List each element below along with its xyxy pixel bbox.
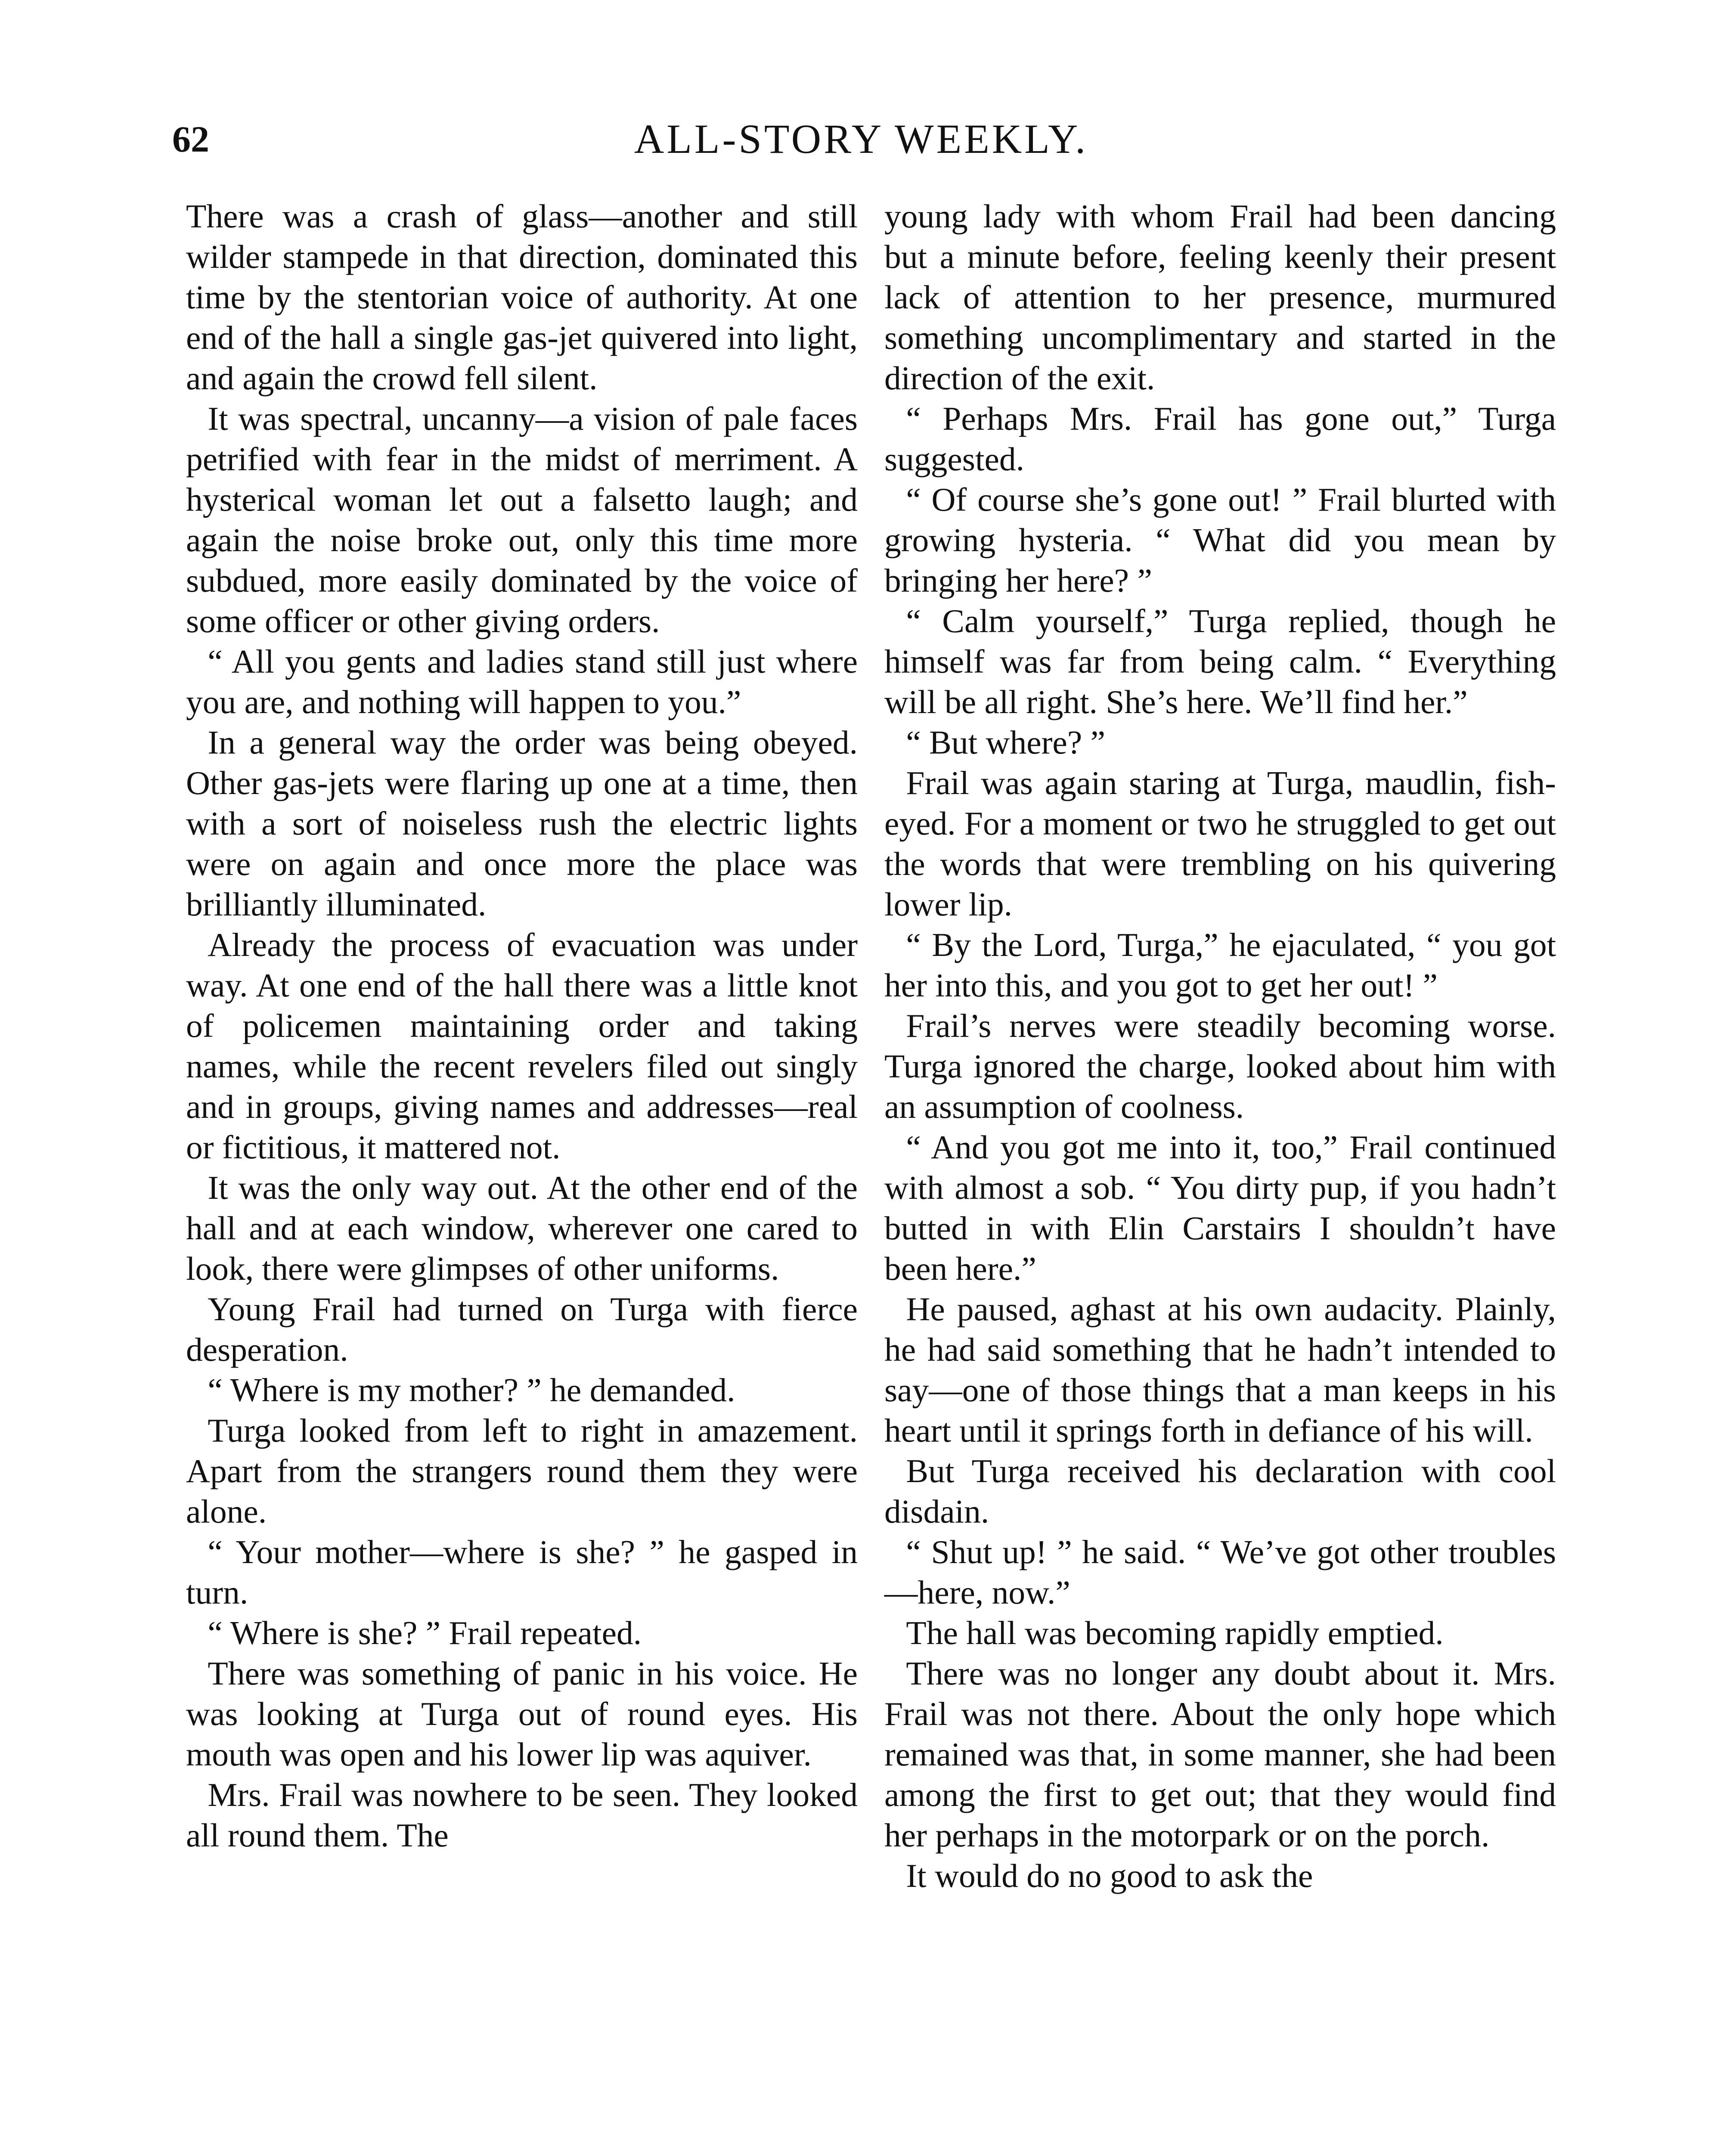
paragraph: “ Perhaps Mrs. Frail has gone out,” Turga suggested.	[884, 400, 1556, 478]
paragraph: “ Where is my mother? ” he demanded.	[208, 1371, 735, 1408]
paragraph: “ Calm yourself,” Turga replied, though he himself was far from being calm. “ Everything will be all right. She’s here. We’ll find her.”	[884, 602, 1556, 720]
paragraph: young lady with whom Frail had been dancing but a minute before, feeling keenly their present lack of attention to her presence, murmured something uncomplimentary and started in the direction of the exit.	[884, 198, 1556, 397]
paragraph: But Turga received his declaration with cool disdain.	[884, 1452, 1556, 1530]
paragraph: It was the only way out. At the other end of the hall and at each window, wherever one cared to look, there were glimpses of other uniforms.	[186, 1169, 858, 1287]
paragraph: “ All you gents and ladies stand still just where you are, and nothing will happen to you.”	[186, 643, 858, 720]
paragraph: There was a crash of glass—another and still wilder stampede in that direction, dominated this time by the stentorian voice of authority. At one end of the hall a single gas-jet quivered into light, and again the crowd fell silent.	[186, 198, 858, 397]
paragraph: Mrs. Frail was nowhere to be seen. They looked all round them. The	[186, 1776, 858, 1854]
paragraph: Frail’s nerves were steadily becoming worse. Turga ignored the charge, looked about him with an assumption of coolness.	[884, 1007, 1556, 1125]
running-head: ALL-STORY WEEKLY.	[634, 116, 1088, 162]
paragraph: Turga looked from left to right in amazement. Apart from the strangers round them they were alone.	[186, 1412, 858, 1530]
left-column	[186, 196, 858, 1855]
right-column	[884, 196, 1556, 1896]
page-header	[172, 115, 1550, 171]
paragraph: “ Of course she’s gone out! ” Frail blurted with growing hysteria. “ What did you mean by bringing her here? ”	[884, 481, 1556, 599]
paragraph: There was no longer any doubt about it. Mrs. Frail was not there. About the only hope which remained was that, in some manner, she had been among the first to get out; that they would find her perhaps in the motorpark or on the porch.	[884, 1655, 1556, 1854]
paragraph: “ Shut up! ” he said. “ We’ve got other troubles—here, now.”	[884, 1533, 1556, 1611]
paragraph: There was something of panic in his voice. He was looking at Turga out of round eyes. His mouth was open and his lower lip was aquiver.	[186, 1655, 858, 1773]
paragraph: Already the process of evacuation was under way. At one end of the hall there was a little knot of policemen maintaining order and taking names, while the recent revelers filed out singly and in groups, giving names and addresses—real or fictitious, it mattered not.	[186, 926, 858, 1166]
paragraph: In a general way the order was being obeyed. Other gas-jets were flaring up one at a time, then with a sort of noiseless rush the electric lights were on again and once more the place was brilliantly illuminated.	[186, 724, 858, 923]
paragraph: “ By the Lord, Turga,” he ejaculated, “ you got her into this, and you got to get her out! ”	[884, 926, 1556, 1004]
paragraph: “ Your mother—where is she? ” he gasped in turn.	[186, 1533, 858, 1611]
paragraph: It would do no good to ask the	[906, 1857, 1313, 1894]
paragraph: Young Frail had turned on Turga with fierce desperation.	[186, 1291, 858, 1368]
paragraph: The hall was becoming rapidly emptied.	[906, 1614, 1444, 1651]
paragraph: He paused, aghast at his own audacity. Plainly, he had said something that he hadn’t intended to say—one of those things that a man keeps in his heart until it springs forth in defiance of his will.	[884, 1291, 1556, 1449]
paragraph: “ But where? ”	[906, 724, 1105, 761]
paragraph: “ And you got me into it, too,” Frail continued with almost a sob. “ You dirty pup, if you hadn’t butted in with Elin Carstairs I shouldn’t have been here.”	[884, 1129, 1556, 1287]
paragraph: Frail was again staring at Turga, maudlin, fish-eyed. For a moment or two he struggled to get out the words that were trembling on his quivering lower lip.	[884, 764, 1556, 923]
paragraph: “ Where is she? ” Frail repeated.	[208, 1614, 642, 1651]
paragraph: It was spectral, uncanny—a vision of pale faces petrified with fear in the midst of merriment. A hysterical woman let out a falsetto laugh; and again the noise broke out, only this time more subdued, more easily dominated by the voice of some officer or other giving orders.	[186, 400, 858, 639]
page-number: 62	[172, 118, 209, 160]
